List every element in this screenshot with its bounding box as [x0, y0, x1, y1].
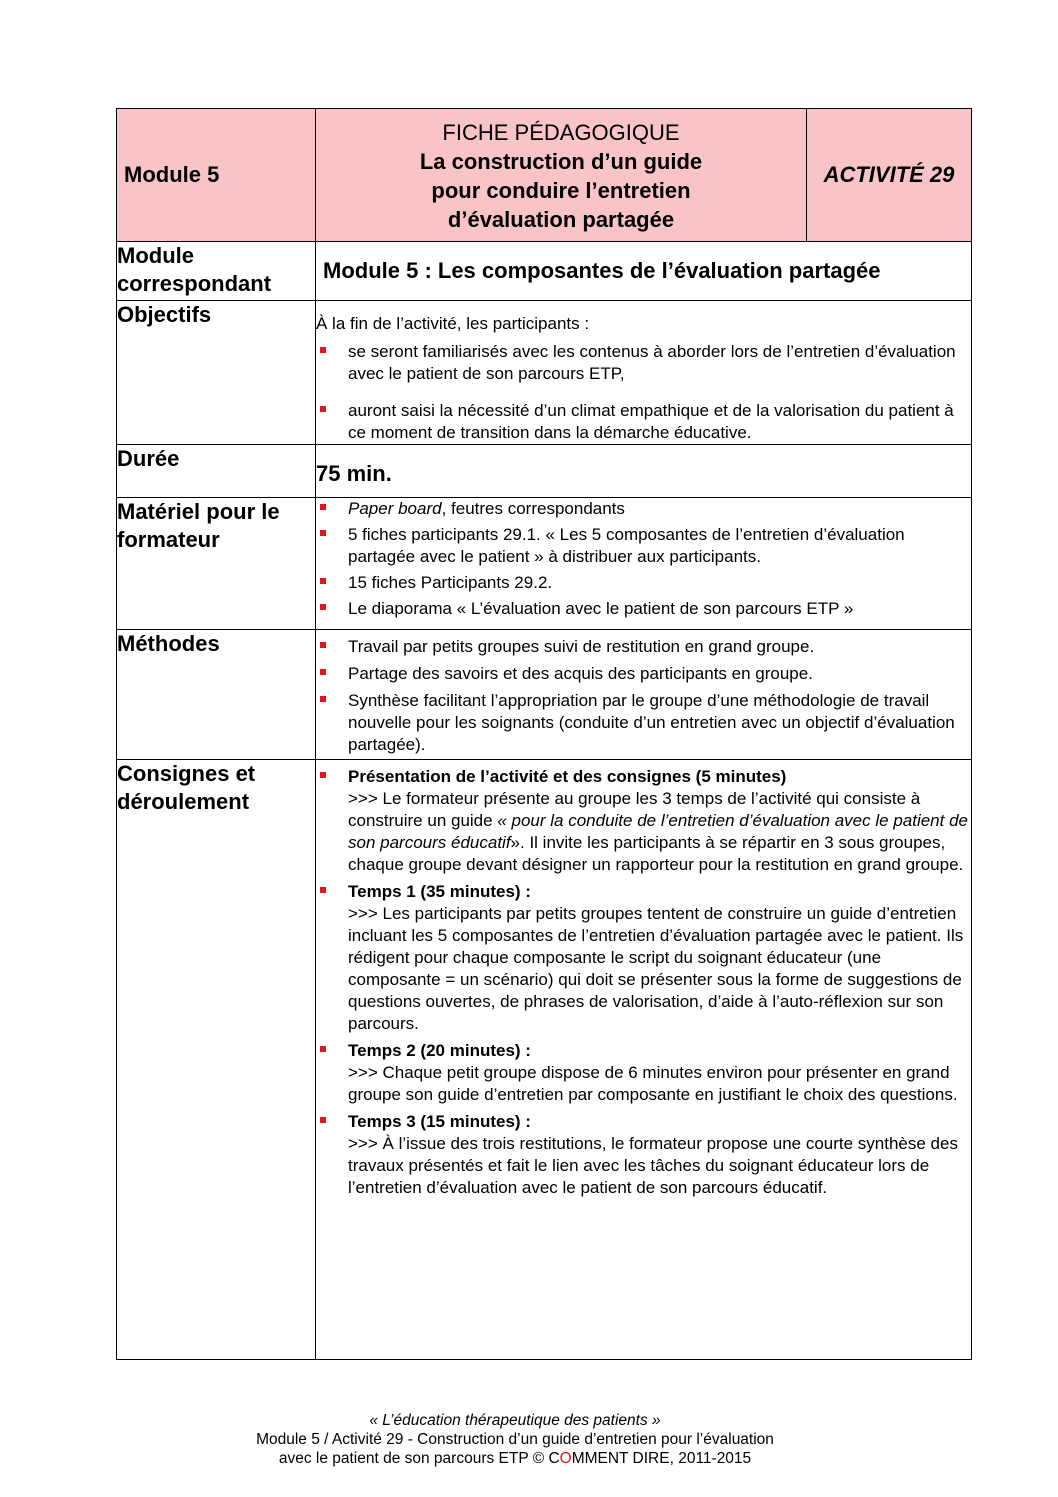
- step-title: Présentation de l’activité et des consignes (5 minutes): [348, 767, 787, 786]
- consignes-list: [316, 766, 971, 1199]
- step-title: Temps 3 (15 minutes) :: [348, 1112, 531, 1131]
- objectifs-content: [316, 301, 972, 445]
- item-italic: Paper board: [348, 499, 442, 518]
- activity-sheet-table: [116, 108, 972, 1360]
- step-text: >>> Les participants par petits groupes tentent de construire un guide d’entretien incluant les 5 composantes de l’entretien d’évaluation partagée avec le patient. Ils rédigent pour chaque composante le script du soignant éducateur (une composante = un scénario) qui doit se présenter sous la forme de suggestions de questions ouvertes, de phrases de valorisation, d’aide à l’auto-réflexion sur son parcours.: [348, 904, 964, 1033]
- objectifs-intro: À la fin de l’activité, les participants :: [316, 314, 590, 333]
- footer-line-1: « L’éducation thérapeutique des patients »: [369, 1412, 661, 1429]
- module-value-text: Module 5 : Les composantes de l’évaluation partagée: [323, 258, 881, 283]
- module-row: [117, 242, 972, 301]
- title-line: d’évaluation partagée: [447, 207, 675, 232]
- consignes-label: [117, 760, 316, 1360]
- step-title: Temps 1 (35 minutes) :: [348, 882, 531, 901]
- consignes-label-line: déroulement: [117, 789, 250, 814]
- list-item: [316, 766, 971, 876]
- materiel-label: [117, 498, 316, 630]
- list-item: [316, 498, 971, 520]
- list-item: Travail par petits groupes suivi de restitution en grand groupe.: [316, 636, 971, 658]
- list-item: se seront familiarisés avec les contenus à aborder lors de l’entretien d’évaluation avec le patient de son parcours ETP,: [316, 341, 971, 385]
- footer-text: avec le patient de son parcours ETP © C: [278, 1450, 560, 1467]
- materiel-content: [316, 498, 972, 630]
- step-text-italic: « pour la conduite de l’entretien d’évaluation avec le patient de son parcours éducatif: [348, 811, 968, 852]
- duree-row: [117, 445, 972, 498]
- duree-label: Durée: [117, 445, 316, 498]
- materiel-label-line: formateur: [117, 527, 220, 552]
- materiel-row: [117, 498, 972, 630]
- step-text: >>> À l’issue des trois restitutions, le formateur propose une courte synthèse des travaux présentés et fait le lien avec les tâches du soignant éducateur lors de l’entretien d’évaluation avec le patient de son parcours éducatif.: [348, 1134, 958, 1197]
- methodes-content: [316, 630, 972, 760]
- duree-content: [316, 445, 972, 498]
- methodes-row: [117, 630, 972, 760]
- list-item: 5 fiches participants 29.1. « Les 5 composantes de l’entretien d’évaluation partagée avec le patient » à distribuer aux participants.: [316, 524, 971, 568]
- header-activity: ACTIVITÉ 29: [807, 109, 972, 242]
- title-line: pour conduire l’entretien: [431, 178, 691, 203]
- page-footer: [0, 1411, 1030, 1468]
- step-text-part: >>> Le formateur présente au groupe les 3 temps de l’activité qui consiste à construire un guide: [348, 789, 921, 830]
- step-text: [348, 788, 971, 876]
- step-text-part: ». Il invite les participants à se répartir en 3 sous groupes, chaque groupe devant désigner un rapporteur pour la restitution en grand groupe.: [348, 833, 964, 874]
- list-item: Synthèse facilitant l’appropriation par le groupe d’une méthodologie de travail nouvelle pour les soignants (conduite d’un entretien avec un objectif d’évaluation partagée).: [316, 690, 971, 756]
- step-title: Temps 2 (20 minutes) :: [348, 1041, 531, 1060]
- materiel-list: [316, 498, 971, 620]
- list-item: Le diaporama « L’évaluation avec le patient de son parcours ETP »: [316, 598, 971, 620]
- footer-line-2: Module 5 / Activité 29 - Construction d’un guide d’entretien pour l’évaluation: [256, 1431, 774, 1448]
- duree-value: 75 min.: [316, 461, 392, 486]
- module-label-line: Module: [117, 243, 194, 268]
- list-item: [316, 881, 971, 1035]
- consignes-row: [117, 760, 972, 1360]
- consignes-label-line: Consignes et: [117, 761, 256, 786]
- footer-text: MMENT DIRE, 2011-2015: [571, 1450, 752, 1467]
- objectifs-list: [316, 341, 971, 444]
- module-value: [316, 242, 972, 301]
- objectifs-row: [117, 301, 972, 445]
- fiche-label: FICHE PÉDAGOGIQUE: [442, 120, 680, 145]
- footer-logo-letter: O: [559, 1450, 572, 1467]
- item-text: , feutres correspondants: [441, 499, 625, 518]
- step-text: >>> Chaque petit groupe dispose de 6 minutes environ pour présenter en grand groupe son guide d’entretien par composante en justifiant le choix des questions.: [348, 1063, 958, 1104]
- list-item: [316, 1040, 971, 1106]
- list-item: Partage des savoirs et des acquis des participants en groupe.: [316, 663, 971, 685]
- consignes-content: [316, 760, 972, 1360]
- header-row: [117, 109, 972, 242]
- header-title-cell: [316, 109, 807, 242]
- objectifs-label: Objectifs: [117, 301, 316, 445]
- module-label-line: correspondant: [117, 271, 272, 296]
- header-module: Module 5: [117, 109, 316, 242]
- footer-line-3: [0, 1449, 1030, 1468]
- methodes-list: [316, 636, 971, 756]
- title-line: La construction d’un guide: [419, 149, 703, 174]
- module-label: [117, 242, 316, 301]
- methodes-label: Méthodes: [117, 630, 316, 760]
- materiel-label-line: Matériel pour le: [117, 499, 280, 524]
- list-item: 15 fiches Participants 29.2.: [316, 572, 971, 594]
- list-item: auront saisi la nécessité d’un climat empathique et de la valorisation du patient à ce moment de transition dans la démarche éducative.: [316, 400, 971, 444]
- list-item: [316, 1111, 971, 1199]
